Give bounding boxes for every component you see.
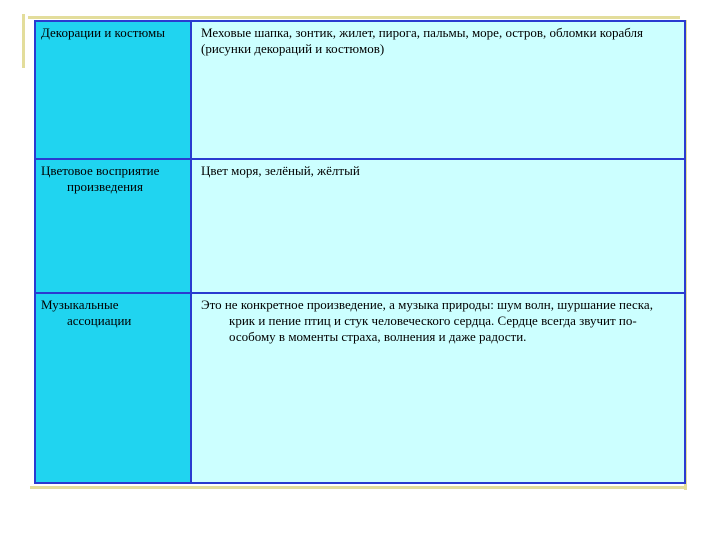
row-label: Музыкальные ассоциации: [41, 296, 132, 328]
info-table: [34, 20, 686, 484]
content-cell: [191, 293, 685, 483]
row-label: Цветовое восприятие произведения: [41, 162, 160, 194]
table-row-musical-associations: [35, 293, 685, 483]
row-content: Цвет моря, зелёный, жёлтый: [201, 162, 360, 178]
row-content: Это не конкретное произведение, а музыка природы: шум волн, шуршание песка, крик и пение птиц и стук человеческого сердца. Сердце всегда звучит по-особому в моменты страха, волнения и даже радости.: [201, 296, 653, 344]
content-cell: [191, 159, 685, 293]
frame-decoration-top: [28, 16, 680, 19]
table-row-color-perception: [35, 159, 685, 293]
label-cell: [35, 21, 191, 159]
frame-decoration-bottom: [30, 486, 685, 489]
row-content-note: (рисунки декораций и костюмов): [201, 41, 385, 56]
content-cell: [191, 21, 685, 159]
label-cell: [35, 159, 191, 293]
row-label: Декорации и костюмы: [41, 25, 165, 40]
label-cell: [35, 293, 191, 483]
frame-decoration-left: [22, 14, 25, 68]
row-content: Меховые шапка, зонтик, жилет, пирога, пальмы, море, остров, обломки корабля: [201, 25, 643, 40]
table-row-decorations: [35, 21, 685, 159]
